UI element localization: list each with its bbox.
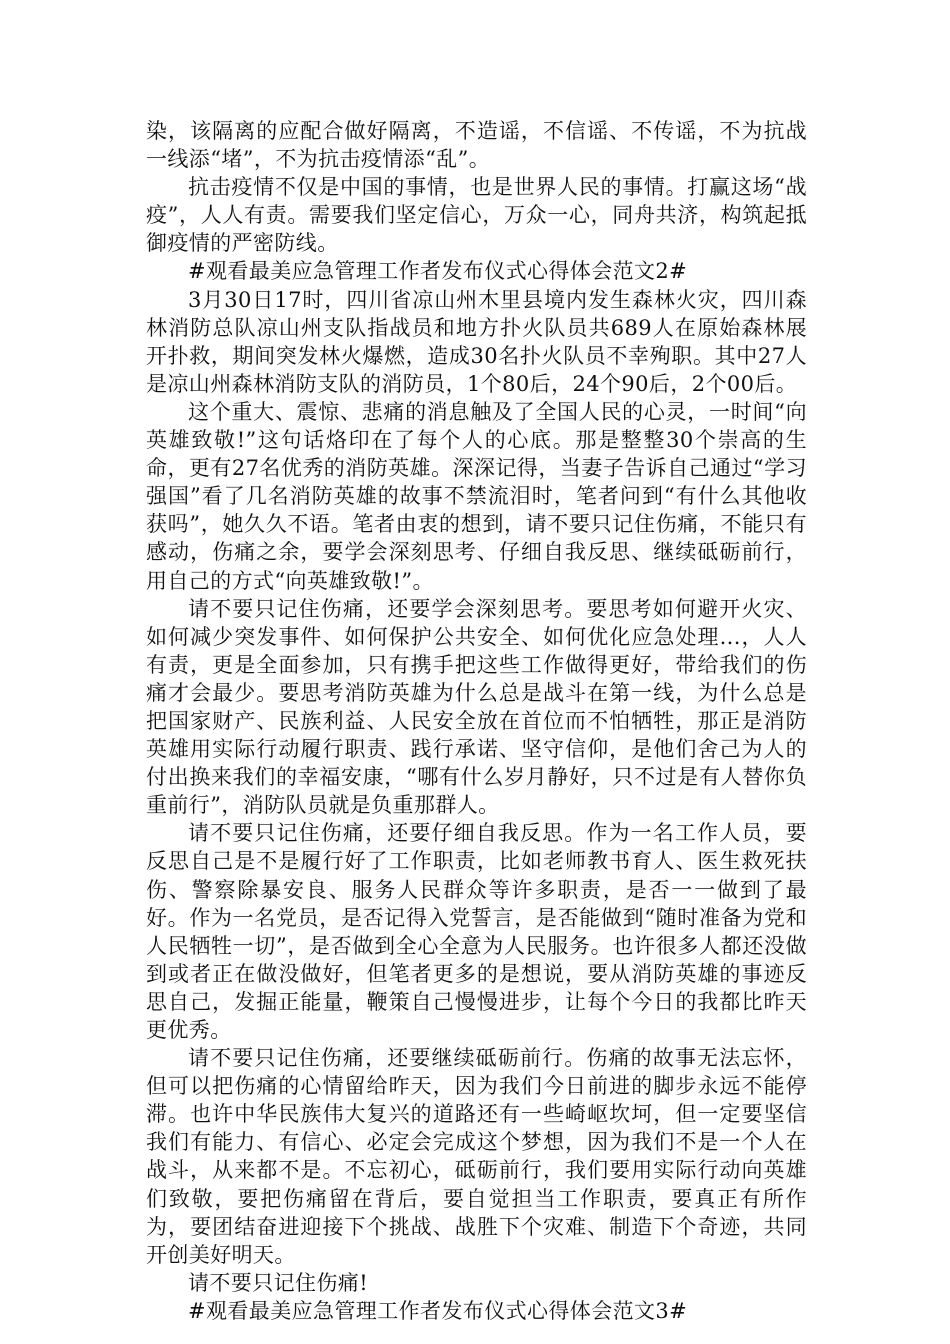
paragraph-fire-incident: 3月30日17时，四川省凉山州木里县境内发生森林火灾，四川森林消防总队凉山州支队指战员和地方扑火队员共689人在原始森林展开扑救，期间突发林火爆燃，造成30名扑火队员不幸殉职。其中27人是凉山州森林消防支队的消防员，1个80后，24个90后，2个00后。 xyxy=(146,287,807,396)
paragraph-move-forward: 请不要只记住伤痛，还要继续砥砺前行。伤痛的故事无法忘怀，但可以把伤痛的心情留给昨天，因为我们今日前进的脚步永远不能停滞。也许中华民族伟大复兴的道路还有一些崎岖坎坷，但一定要坚信我们有能力、有信心、必定会完成这个梦想，因为我们不是一个人在战斗，从来都不是。不忘初心，砥砺前行，我们要用实际行动向英雄们致敬，要把伤痛留在背后，要自觉担当工作职责，要真正有所作为，要团结奋进迎接下个挑战、战胜下个灾难、制造下个奇迹，共同开创美好明天。 xyxy=(146,1046,807,1267)
paragraph-continuation: 染，该隔离的应配合做好隔离，不造谣，不信谣、不传谣，不为抗战一线添“堵”，不为抗击疫情添“乱”。 xyxy=(146,119,807,172)
paragraph-self-reflection: 请不要只记住伤痛，还要仔细自我反思。作为一名工作人员，要反思自己是不是履行好了工作职责，比如老师教书育人、医生救死扶伤、警察除暴安良、服务人民群众等许多职责，是否一一做到了最好。作为一名党员，是否记得入党誓言，是否能做到“随时准备为党和人民牺牲一切”，是否做到全心全意为人民服务。也许很多人都还没做到或者正在做没做好，但笔者更多的是想说，要从消防英雄的事迹反思自己，发掘正能量，鞭策自己慢慢进步，让每个今日的我都比昨天更优秀。 xyxy=(146,821,807,1042)
section-heading-essay-2: #观看最美应急管理工作者发布仪式心得体会范文2# xyxy=(188,259,688,284)
document-body xyxy=(146,117,807,1325)
paragraph-deep-thinking: 请不要只记住伤痛，还要学会深刻思考。要思考如何避开火灾、如何减少突发事件、如何保护公共安全、如何优化应急处理...，人人有责，更是全面参加，只有携手把这些工作做得更好，带给我们的伤痛才会最少。要思考消防英雄为什么总是战斗在第一线，为什么总是把国家财产、民族利益、人民安全放在首位而不怕牺牲，那正是消防英雄用实际行动履行职责、践行承诺、坚守信仰，是他们舍己为人的付出换来我们的幸福安康，“哪有什么岁月静好，只不过是有人替你负重前行”，消防队员就是负重那群人。 xyxy=(146,596,807,818)
paragraph-fight-epidemic: 抗击疫情不仅是中国的事情，也是世界人民的事情。打赢这场“战疫”，人人有责。需要我们坚定信心，万众一心，同舟共济，构筑起抵御疫情的严密防线。 xyxy=(146,175,807,256)
paragraph-closing-line: 请不要只记住伤痛! xyxy=(188,1270,369,1295)
paragraph-salute-heroes: 这个重大、震惊、悲痛的消息触及了全国人民的心灵，一时间“向英雄致敬!”这句话烙印在了每个人的心底。那是整整30个崇高的生命，更有27名优秀的消防英雄。深深记得，当妻子告诉自己通过“学习强国”看了几名消防英雄的故事不禁流泪时，笔者问到“有什么其他收获吗”，她久久不语。笔者由衷的想到，请不要只记住伤痛，不能只有感动，伤痛之余，要学会深刻思考、仔细自我反思、继续砥砺前行，用自己的方式“向英雄致敬!”。 xyxy=(146,399,807,593)
section-heading-essay-3: #观看最美应急管理工作者发布仪式心得体会范文3# xyxy=(188,1298,688,1323)
